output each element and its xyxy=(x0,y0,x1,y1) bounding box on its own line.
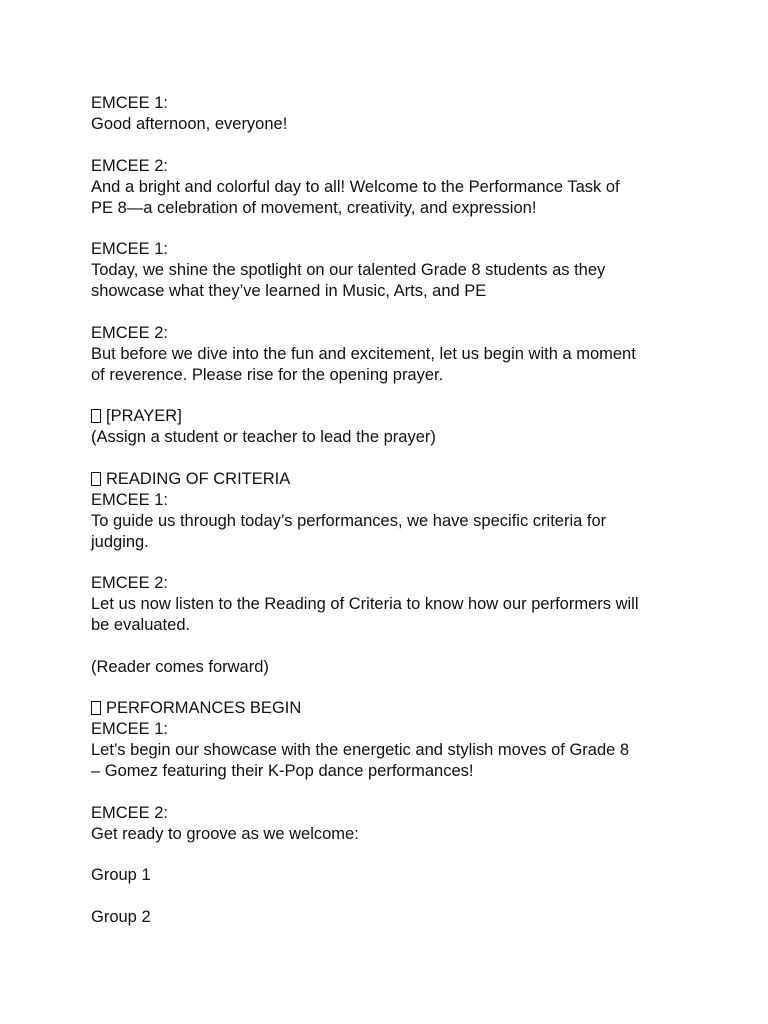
line-text: PE 8—a celebration of movement, creativity, and expression! xyxy=(91,198,537,217)
document-line xyxy=(91,198,691,219)
document-line xyxy=(91,719,691,740)
paragraph-spacer xyxy=(91,678,691,699)
paragraph-spacer xyxy=(91,302,691,323)
paragraph-spacer xyxy=(91,219,691,240)
line-text: EMCEE 1: xyxy=(91,94,169,112)
line-text: showcase what they’ve learned in Music, Arts, and PE xyxy=(91,282,487,300)
paragraph-spacer xyxy=(91,553,691,574)
document-line xyxy=(91,740,691,761)
document-line xyxy=(91,532,691,553)
paragraph-spacer xyxy=(91,448,691,469)
document-line xyxy=(91,615,691,636)
paragraph-spacer xyxy=(91,386,691,407)
document-line xyxy=(91,177,691,198)
document-body xyxy=(91,93,691,928)
document-line xyxy=(91,824,691,845)
missing-glyph-icon xyxy=(91,472,101,486)
document-line xyxy=(91,365,691,386)
document-line xyxy=(91,93,691,114)
document-line xyxy=(91,698,691,719)
line-text: EMCEE 1: xyxy=(91,490,169,509)
document-line xyxy=(91,260,691,281)
line-text: (Reader comes forward) xyxy=(91,657,269,676)
document-line xyxy=(91,344,691,365)
document-line xyxy=(91,490,691,511)
missing-glyph-icon xyxy=(91,701,101,715)
line-text: But before we dive into the fun and excitement, let us begin with a moment xyxy=(91,344,636,363)
document-line xyxy=(91,469,691,490)
line-text: EMCEE 2: xyxy=(91,323,169,342)
line-text: EMCEE 2: xyxy=(91,803,169,822)
line-text: Get ready to groove as we welcome: xyxy=(91,824,359,843)
document-line xyxy=(91,156,691,177)
line-text: And a bright and colorful day to all! Welcome to the Performance Task of xyxy=(91,177,620,196)
paragraph-spacer xyxy=(91,782,691,803)
line-text: Group 1 xyxy=(91,866,151,884)
line-text: PERFORMANCES BEGIN xyxy=(106,699,302,717)
paragraph-spacer xyxy=(91,886,691,907)
paragraph-spacer xyxy=(91,845,691,866)
line-text: Group 2 xyxy=(91,907,151,926)
line-text: of reverence. Please rise for the opening prayer. xyxy=(91,365,444,384)
line-text: EMCEE 2: xyxy=(91,574,169,592)
document-line xyxy=(91,406,691,427)
document-line xyxy=(91,281,691,302)
paragraph-spacer xyxy=(91,636,691,657)
document-line xyxy=(91,657,691,678)
document-line xyxy=(91,323,691,344)
line-text: judging. xyxy=(91,532,149,551)
line-text: EMCEE 1: xyxy=(91,720,169,738)
line-text: Let’s begin our showcase with the energetic and stylish moves of Grade 8 xyxy=(91,741,630,759)
document-line xyxy=(91,511,691,532)
line-text: Today, we shine the spotlight on our talented Grade 8 students as they xyxy=(91,261,606,279)
document-line xyxy=(91,907,691,928)
document-line xyxy=(91,865,691,886)
document-line xyxy=(91,803,691,824)
line-text: [PRAYER] xyxy=(106,407,182,425)
document-line xyxy=(91,594,691,615)
line-text: Let us now listen to the Reading of Criteria to know how our performers will xyxy=(91,595,639,613)
missing-glyph-icon xyxy=(91,409,101,423)
line-text: To guide us through today’s performances, we have specific criteria for xyxy=(91,511,607,530)
line-text: Good afternoon, everyone! xyxy=(91,115,288,133)
document-line xyxy=(91,427,691,448)
line-text: – Gomez featuring their K-Pop dance performances! xyxy=(91,762,474,780)
line-text: be evaluated. xyxy=(91,616,191,634)
document-line xyxy=(91,573,691,594)
line-text: (Assign a student or teacher to lead the prayer) xyxy=(91,428,436,446)
line-text: EMCEE 2: xyxy=(91,156,169,175)
document-line xyxy=(91,114,691,135)
line-text: READING OF CRITERIA xyxy=(106,469,291,488)
line-text: EMCEE 1: xyxy=(91,240,169,258)
document-line xyxy=(91,761,691,782)
document-line xyxy=(91,239,691,260)
paragraph-spacer xyxy=(91,135,691,156)
